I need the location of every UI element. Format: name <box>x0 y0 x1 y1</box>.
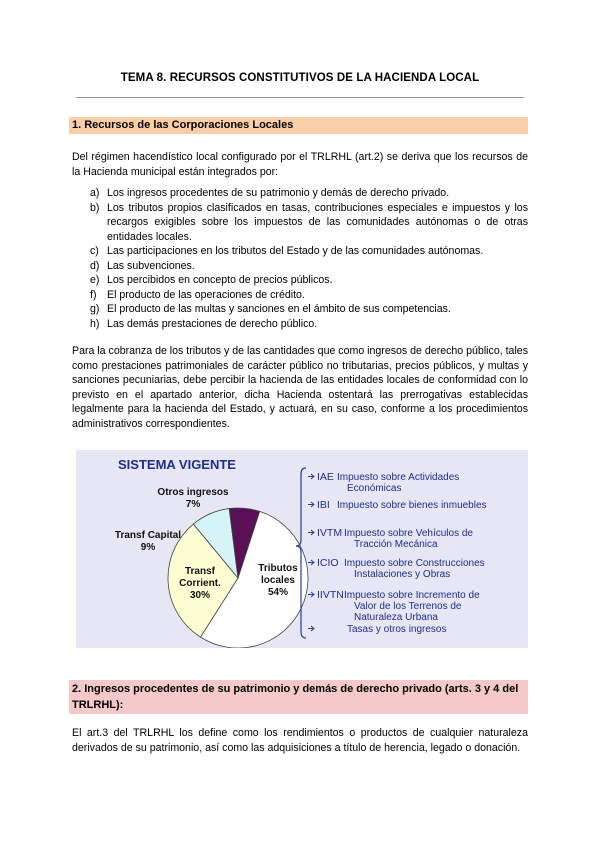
list-marker: c) <box>90 245 99 257</box>
section-1-heading: 1. Recursos de las Corporaciones Locales <box>69 117 528 134</box>
list-item <box>72 244 528 259</box>
list-item-text: Las subvenciones. <box>107 259 195 272</box>
legend-text: Naturaleza Urbana <box>354 612 438 623</box>
list-item <box>72 302 528 317</box>
legend-text: Instalaciones y Obras <box>354 569 451 580</box>
section-1-paragraph: Para la cobranza de los tributos y de las cantidades que como ingresos de derecho público, tales como prestaciones patrimoniales de carácter público no tributarias, precios públicos, y multas y sanciones pecuniarias, debe percibir la hacienda de las entidades locales de conformidad con lo previsto en el apartado anterior, dicha Hacienda ostentará las prerrogativas establecidas legalmente para la hacienda del Estado, y actuará, en su caso, conforme a los procedimientos administrativos correspondientes. <box>72 345 528 430</box>
legend-text: Impuesto sobre Actividades <box>337 472 460 483</box>
slice-label: Tributos <box>258 563 298 574</box>
slice-label: locales <box>261 575 295 586</box>
resources-list <box>72 186 528 331</box>
pie-chart <box>76 450 528 648</box>
section-2-paragraph: El art.3 del TRLRHL los define como los rendimientos o productos de cualquier naturaleza derivados de su patrimonio, así como las adquisiciones a título de herencia, legado o donación. <box>72 727 528 754</box>
slice-value-label: 9% <box>140 542 156 553</box>
list-marker: f) <box>90 288 97 301</box>
list-item-text: Los tributos propios clasificados en tasas, contribuciones especiales e impuestos y los recargos exigibles sobre los impuestos de las comunidades autónomas o de otras entidades locales. <box>107 201 528 243</box>
slice-label: Transf Capital <box>114 530 182 541</box>
legend-text: Tasas y otros ingresos <box>347 624 447 635</box>
legend-code: ICIO <box>317 557 339 569</box>
list-marker: e) <box>90 274 100 286</box>
slice-value-label: 54% <box>267 587 289 598</box>
section-1-intro: Del régimen hacendístico local configurado por el TRLRHL (art.2) se deriva que los recursos de la Hacienda municipal están integrados por: <box>72 151 528 178</box>
list-item <box>72 186 528 201</box>
list-item-text: Los ingresos procedentes de su patrimonio y demás de derecho privado. <box>107 187 450 199</box>
list-item-text: Los percibidos en concepto de precios públicos. <box>107 274 333 286</box>
legend-code: IAE <box>317 471 334 483</box>
legend-text: Impuesto sobre Incremento de <box>344 590 480 601</box>
list-item-text: Las participaciones en los tributos del Estado y de las comunidades autónomas. <box>107 245 484 257</box>
pie-chart-figure <box>76 450 528 648</box>
legend-code: IIVTN <box>317 589 344 601</box>
list-item-text: El producto de las operaciones de crédito. <box>107 288 305 301</box>
legend-text: Económicas <box>347 483 402 494</box>
page-title: TEMA 8. RECURSOS CONSTITUTIVOS DE LA HACIENDA LOCAL <box>120 72 480 84</box>
legend-text: Valor de los Terrenos de <box>354 601 462 612</box>
list-item-text: El producto de las multas y sanciones en el ámbito de sus competencias. <box>107 303 451 315</box>
slice-label: Otros ingresos <box>157 487 229 498</box>
slice-value-label: 30% <box>189 590 211 601</box>
list-marker: a) <box>90 187 100 199</box>
list-item <box>72 273 528 288</box>
slice-label: Corrient. <box>179 578 221 589</box>
legend-text: Impuesto sobre Vehículos de <box>344 528 473 539</box>
chart-title: SISTEMA VIGENTE <box>118 457 236 472</box>
list-item <box>72 288 528 303</box>
slice-label: Transf <box>184 566 216 577</box>
list-item <box>72 259 528 274</box>
arrow-icon <box>308 592 314 597</box>
legend-code: IVTM <box>317 527 343 539</box>
list-item <box>72 201 528 245</box>
list-marker: b) <box>90 201 100 214</box>
arrow-icon <box>308 560 314 565</box>
arrow-icon <box>308 626 314 631</box>
legend-text: Tracción Mecánica <box>354 539 438 550</box>
arrow-icon <box>308 502 314 507</box>
list-marker: h) <box>90 317 100 330</box>
legend-text: Impuesto sobre bienes inmuebles <box>337 500 487 511</box>
slice-value-label: 7% <box>185 499 201 510</box>
legend-code: IBI <box>317 499 330 511</box>
list-marker: g) <box>90 303 100 315</box>
arrow-icon <box>308 530 314 535</box>
title-divider <box>76 97 524 98</box>
list-item <box>72 317 528 332</box>
list-item-text: Las demás prestaciones de derecho público. <box>107 317 318 330</box>
list-marker: d) <box>90 259 100 272</box>
legend-text: Impuesto sobre Construcciones <box>344 558 485 569</box>
arrow-icon <box>308 474 314 479</box>
section-2-heading: 2. Ingresos procedentes de su patrimonio y demás de derecho privado (arts. 3 y 4 del TRLRHL): <box>69 680 528 714</box>
